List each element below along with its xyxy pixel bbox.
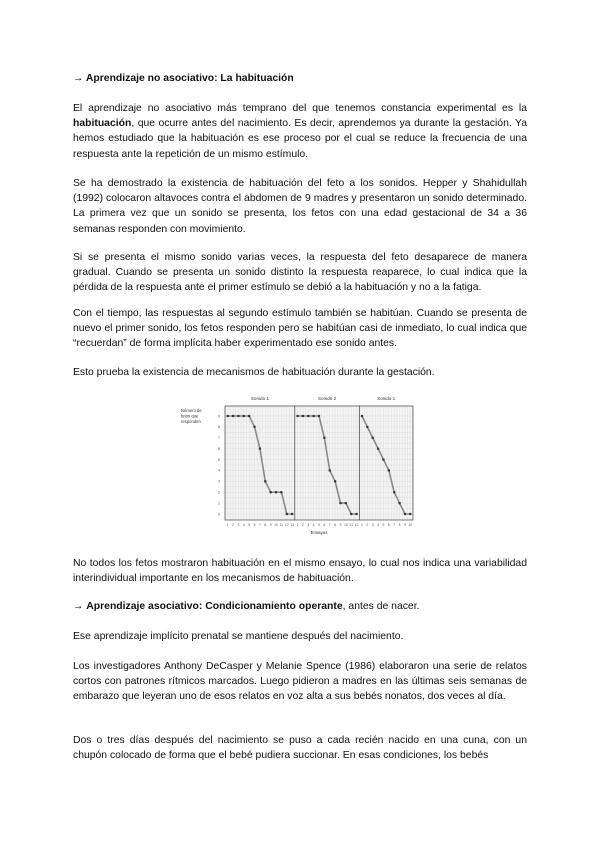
x-tick-label: 7	[328, 523, 331, 527]
data-point	[227, 415, 229, 417]
data-point	[259, 448, 261, 450]
data-point	[275, 491, 277, 493]
x-tick-label: 11	[349, 523, 353, 527]
data-point	[243, 415, 245, 417]
x-tick-label: 4	[312, 523, 315, 527]
x-axis-label: Ensayos	[310, 530, 328, 535]
data-point	[291, 513, 293, 515]
data-point	[345, 502, 347, 504]
data-point	[377, 448, 379, 450]
paragraph-7: Ese aprendizaje implícito prenatal se mantiene después del nacimiento.	[73, 631, 404, 642]
paragraph-3: Si se presenta el mismo sonido varias veces, la respuesta del feto desaparece de manera gradual. Cuando se presenta un sonido distinto la respuesta reaparece, lo cual indica que la pérdida de la respuesta ante el primer estímulo se debió a la habituación y no a la fatiga.	[73, 252, 527, 294]
data-point	[296, 415, 298, 417]
data-point	[302, 415, 304, 417]
heading-habituacion: → Aprendizaje no asociativo: La habituación	[73, 73, 294, 84]
arrow-icon: →	[73, 73, 84, 84]
data-point	[318, 415, 320, 417]
x-tick-label: 2	[232, 523, 235, 527]
x-tick-label: 3	[237, 523, 240, 527]
data-point	[270, 491, 272, 493]
panel-title: Sonido 1	[377, 396, 396, 401]
x-tick-label: 6	[387, 523, 390, 527]
x-tick-label: 10	[274, 523, 278, 527]
x-tick-label: 8	[398, 523, 401, 527]
data-point	[372, 437, 374, 439]
y-tick-label: 9	[217, 414, 220, 419]
paragraph-9: Dos o tres días después del nacimiento se puso a cada recién nacido en una cuna, con un chupón colocado de forma que el bebé pudiera succionar. En esas condiciones, los bebés	[73, 735, 527, 762]
y-axis-label: Número de	[181, 408, 202, 413]
x-tick-label: 10	[343, 523, 348, 527]
y-tick-label: 2	[217, 490, 220, 495]
x-tick-label: 6	[323, 523, 326, 527]
x-tick-label: 13	[290, 523, 295, 527]
data-point	[334, 480, 336, 482]
x-tick-label: 10	[408, 523, 413, 527]
x-tick-label: 3	[371, 523, 374, 527]
paragraph-5: Esto prueba la existencia de mecanismos de habituación durante la gestación.	[73, 367, 435, 378]
data-point	[264, 480, 266, 482]
data-point	[393, 491, 395, 493]
x-tick-label: 4	[242, 523, 245, 527]
data-point	[248, 415, 250, 417]
data-point	[253, 426, 255, 428]
x-tick-label: 7	[258, 523, 261, 527]
data-point	[313, 415, 315, 417]
x-tick-label: 12	[284, 523, 289, 527]
x-tick-label: 8	[334, 523, 337, 527]
x-tick-label: 5	[248, 523, 251, 527]
data-point	[339, 502, 341, 504]
data-point	[286, 513, 288, 515]
data-point	[329, 469, 331, 471]
data-point	[323, 437, 325, 439]
y-tick-label: 1	[217, 501, 220, 506]
heading-condicionamiento: → Aprendizaje asociativo: Condicionamiento operante, antes de nacer.	[73, 601, 420, 612]
x-tick-label: 7	[393, 523, 396, 527]
data-point	[350, 513, 352, 515]
x-tick-label: 9	[339, 523, 342, 527]
y-tick-label: 3	[217, 479, 220, 484]
x-tick-label: 1	[296, 523, 299, 527]
data-point	[404, 513, 406, 515]
data-point	[280, 491, 282, 493]
y-tick-label: 8	[217, 425, 220, 430]
y-axis-label: fetos que	[181, 413, 199, 419]
x-tick-label: 1	[361, 523, 363, 527]
x-tick-label: 5	[382, 523, 385, 527]
x-tick-label: 9	[269, 523, 272, 527]
data-point	[361, 415, 363, 417]
data-point	[366, 426, 368, 428]
x-tick-label: 3	[307, 523, 310, 527]
habituation-chart	[180, 390, 420, 540]
y-axis-label: responden	[181, 419, 201, 424]
data-point	[382, 458, 384, 460]
panel-title: Sonido 1	[250, 396, 269, 401]
y-tick-label: 4	[217, 468, 220, 473]
x-tick-label: 2	[301, 523, 304, 527]
x-tick-label: 8	[264, 523, 267, 527]
data-point	[307, 415, 309, 417]
paragraph-4: Con el tiempo, las respuestas al segundo estímulo también se habitúan. Cuando se presenta de nuevo el primer sonido, los fetos responden pero se habitúan casi de inmediato, lo cual indica que “recuerdan” de forma implícita haber experimentado ese sonido antes.	[73, 308, 527, 350]
paragraph-1: El aprendizaje no asociativo más temprano del que tenemos constancia experimental es la habituación, que ocurre antes del nacimiento. Es decir, aprendemos ya durante la gestación. Ya hemos estudiado que la habituación es ese proceso por el cual se reduce la frecuencia de una respuesta ante la repetición de un mismo estímulo.	[73, 103, 527, 160]
y-tick-label: 6	[217, 446, 220, 451]
paragraph-8: Los investigadores Anthony DeCasper y Melanie Spence (1986) elaboraron una serie de relatos cortos con patrones rítmicos marcados. Luego pidieron a madres en las últimas seis semanas de embarazo que leyeran uno de esos relatos en voz alta a sus bebés nonatos, dos veces al día.	[73, 661, 527, 703]
x-tick-label: 2	[366, 523, 369, 527]
data-point	[237, 415, 239, 417]
data-point	[409, 513, 411, 515]
data-point	[356, 513, 358, 515]
arrow-icon: →	[73, 601, 84, 612]
y-tick-label: 0	[217, 512, 220, 517]
paragraph-2: Se ha demostrado la existencia de habituación del feto a los sonidos. Hepper y Shahidullah (1992) colocaron altavoces contra el abdomen de 9 madres y presentaron un sonido determinado. La primera vez que un sonido se presenta, los fetos con una edad gestacional de 34 a 36 semanas responden con movimiento.	[73, 178, 527, 235]
data-point	[388, 469, 390, 471]
x-tick-label: 4	[377, 523, 380, 527]
x-tick-label: 9	[403, 523, 406, 527]
x-tick-label: 11	[279, 523, 284, 527]
x-tick-label: 5	[318, 523, 320, 527]
y-tick-label: 5	[217, 457, 220, 462]
x-tick-label: 12	[354, 523, 359, 527]
data-point	[232, 415, 234, 417]
y-tick-label: 7	[217, 436, 220, 441]
data-point	[398, 502, 400, 504]
panel-title: Sonido 2	[317, 396, 337, 401]
paragraph-6: No todos los fetos mostraron habituación en el mismo ensayo, lo cual nos indica una variabilidad interindividual importante en los mecanismos de habituación.	[73, 558, 527, 585]
x-tick-label: 1	[226, 523, 229, 527]
x-tick-label: 6	[253, 523, 256, 527]
